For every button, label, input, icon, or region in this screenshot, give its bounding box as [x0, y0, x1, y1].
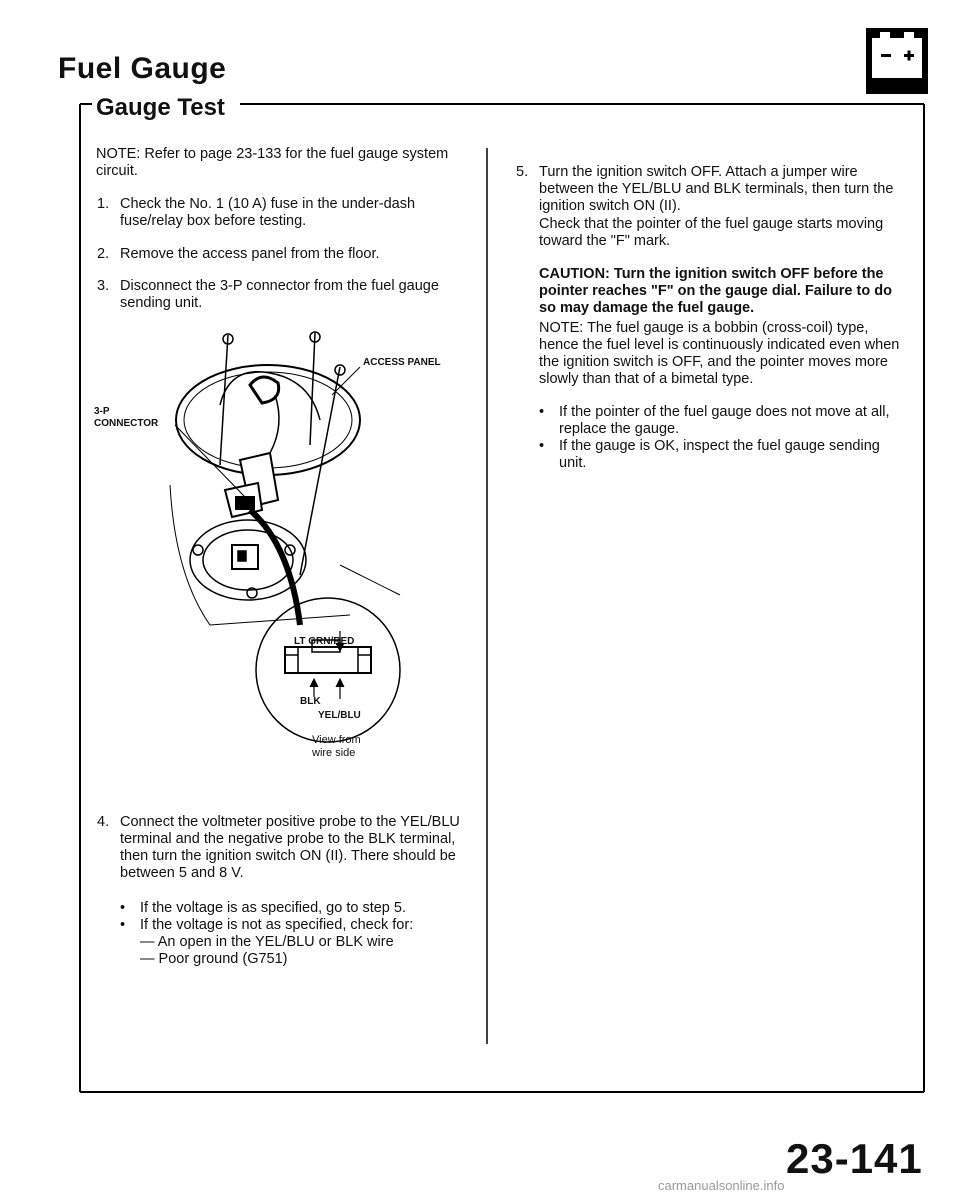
wire-label-lt-grn-red: LT GRN/RED — [294, 636, 355, 647]
view-caption-line1: View from — [312, 734, 361, 746]
caution-text: CAUTION: Turn the ignition switch OFF before the pointer reaches "F" on the gauge dial. Failure to do so may damage the fuel gauge. — [539, 266, 892, 316]
page-title: Fuel Gauge — [58, 52, 227, 85]
wire-label-yel-blu: YEL/BLU — [318, 710, 361, 721]
connector-label-line2: CONNECTOR — [94, 418, 159, 429]
view-caption-line2: wire side — [312, 747, 356, 759]
wire-label-blk: BLK — [300, 696, 321, 707]
step-4-bullets — [118, 900, 464, 934]
access-panel-label: ACCESS PANEL — [363, 357, 441, 368]
right-note: NOTE: The fuel gauge is a bobbin (cross-coil) type, hence the fuel level is continuously indicated even when the ignition switch is OFF, and the pointer moves more slowly than that of a bimetal type. — [539, 320, 900, 387]
step-2-num: 2. — [97, 246, 110, 262]
step-4-check-2: — Poor ground (G751) — [140, 951, 288, 967]
connector-label-line1: 3-P — [94, 406, 110, 417]
step-4-bullet-2: • If the voltage is not as specified, check for: — [118, 917, 464, 934]
connector-drawing — [225, 395, 279, 517]
step-5-text: Turn the ignition switch OFF. Attach a jumper wire between the YEL/BLU and BLK terminals, then turn the ignition switch ON (II). — [539, 164, 894, 214]
step-4-num: 4. — [97, 814, 110, 830]
left-note: NOTE: Refer to page 23-133 for the fuel gauge system circuit. — [96, 146, 449, 179]
step-4-text: Connect the voltmeter positive probe to the YEL/BLU terminal and the negative probe to the BLK terminal, then turn the ignition switch ON (II). There should be between 5 and 8 V. — [120, 814, 460, 881]
step-3-text: Disconnect the 3-P connector from the fuel gauge sending unit. — [120, 278, 439, 311]
step-5-num: 5. — [516, 164, 529, 180]
section-subtitle: Gauge Test — [96, 94, 225, 121]
right-bullet-2: • If the gauge is OK, inspect the fuel gauge sending unit. — [537, 438, 905, 472]
step-5-text-2: Check that the pointer of the fuel gauge starts moving toward the "F" mark. — [539, 216, 884, 249]
step-4-bullet-1: • If the voltage is as specified, go to step 5. — [118, 900, 464, 917]
right-bullets — [537, 404, 905, 472]
step-3-num: 3. — [97, 278, 110, 294]
step-4-check-1: — An open in the YEL/BLU or BLK wire — [140, 934, 394, 950]
right-bullet-1: • If the pointer of the fuel gauge does not move at all, replace the gauge. — [537, 404, 905, 438]
step-1-text: Check the No. 1 (10 A) fuse in the under-dash fuse/relay box before testing. — [120, 196, 416, 229]
fuel-sender-illustration — [150, 325, 470, 755]
step-1-num: 1. — [97, 196, 110, 212]
step-2-text: Remove the access panel from the floor. — [120, 246, 380, 262]
page-number: 23-141 — [786, 1135, 923, 1182]
watermark-text: carmanualsonline.info — [658, 1178, 785, 1193]
battery-icon — [866, 28, 928, 94]
